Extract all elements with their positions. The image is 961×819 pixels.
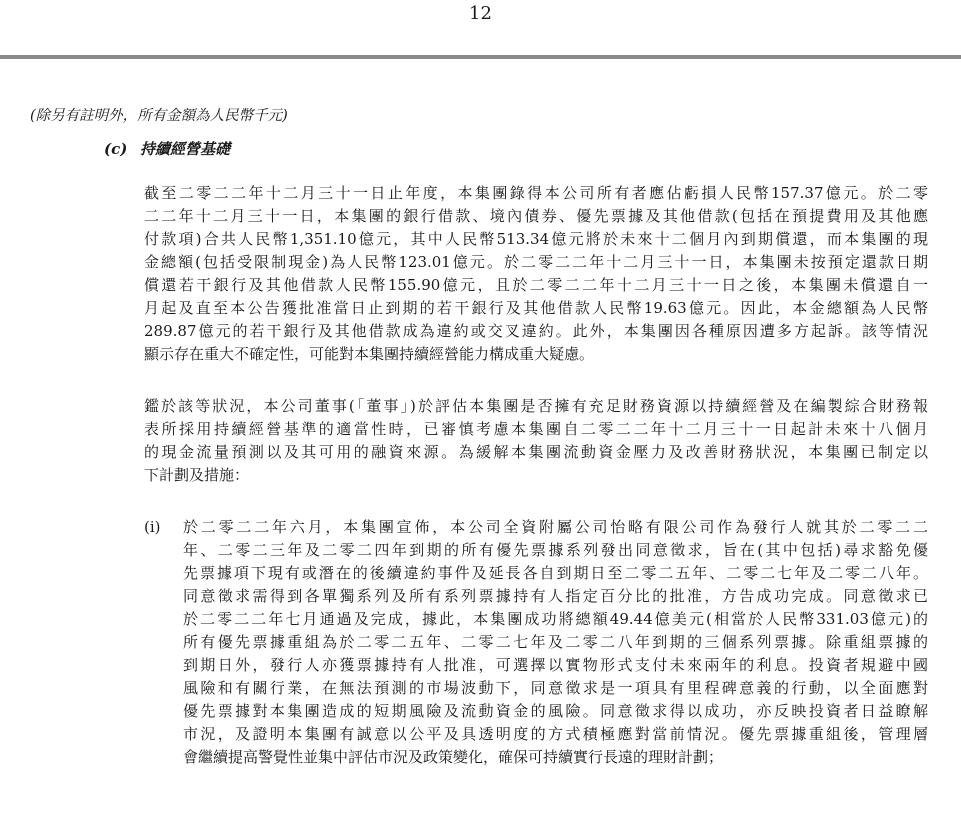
paragraph-line: 表所採用持續經營基準的適當性時，已審慎考慮本集團自二零二二年十二月三十一日起計未來十八個月 xyxy=(144,420,928,438)
paragraph-line: 鑑於該等狀況，本公司董事(「董事」)於評估本集團是否擁有充足財務資源以持續經營及在編製綜合財務報 xyxy=(144,397,928,415)
paragraph-line: 付款項)合共人民幣1,351.10億元，其中人民幣513.34億元將於未來十二個月內到期償還，而本集團的現 xyxy=(144,230,928,248)
paragraph-line: 會繼續提高警覺性並集中評估市況及政策變化，確保可持續實行長遠的理財計劃； xyxy=(183,748,724,766)
paragraph-line: 下計劃及措施： xyxy=(144,466,250,484)
paragraph-line: 二二年十二月三十一日，本集團的銀行借款、境內債券、優先票據及其他借款(包括在預提費用及其他應 xyxy=(144,207,928,225)
currency-note: (除另有註明外，所有金額為人民幣千元) xyxy=(30,108,288,124)
paragraph-line: 於二零二二年七月通過及完成，據此，本集團成功將總額49.44億美元(相當於人民幣331.03億元)的 xyxy=(183,610,928,628)
paragraph-line: 償還若干銀行及其他借款人民幣155.90億元，且於二零二二年十二月三十一日之後，本集團未償還自一 xyxy=(144,276,928,294)
paragraph-line: 金總額(包括受限制現金)為人民幣123.01億元。於二零二二年十二月三十一日，本集團未按預定還款日期 xyxy=(144,253,928,271)
section-heading xyxy=(104,139,230,159)
paragraph-line: 優先票據對本集團造成的短期風險及流動資金的風險。同意徵求得以成功，亦反映投資者日益瞭解 xyxy=(183,702,928,720)
list-item-consent-solicitation xyxy=(183,516,928,769)
section-marker: (c) xyxy=(104,140,128,158)
paragraph-line: 年、二零二三年及二零二四年到期的所有優先票據系列發出同意徵求，旨在(其中包括)尋求豁免優 xyxy=(183,541,928,559)
paragraph-line: 所有優先票據重組為於二零二五年、二零二七年及二零二八年到期的三個系列票據。除重組票據的 xyxy=(183,633,928,651)
paragraph-line: 風險和有關行業，在無法預測的市場波動下，同意徵求是一項具有里程碑意義的行動，以全面應對 xyxy=(183,679,928,697)
paragraph-line: 先票據項下現有或潛在的後續違約事件及延長各自到期日至二零二五年、二零二七年及二零二八年。 xyxy=(183,564,928,582)
header-rule xyxy=(0,55,961,59)
paragraph-line: 顯示存在重大不確定性，可能對本集團持續經營能力構成重大疑慮。 xyxy=(144,345,595,363)
page-number: 12 xyxy=(469,3,492,24)
paragraph-line: 於二零二二年六月，本集團宣佈，本公司全資附屬公司怡略有限公司作為發行人就其於二零二二 xyxy=(183,518,928,536)
paragraph-line: 到期日外，發行人亦獲票據持有人批准，可選擇以實物形式支付未來兩年的利息。投資者規避中國 xyxy=(183,656,928,674)
paragraph-line: 的現金流量預測以及其可用的融資來源。為緩解本集團流動資金壓力及改善財務狀況，本集團已制定以 xyxy=(144,443,928,461)
section-title: 持續經營基礎 xyxy=(140,140,231,158)
paragraph-line: 月起及直至本公告獲批准當日止到期的若干銀行及其他借款人民幣19.63億元。因此，本金總額為人民幣 xyxy=(144,299,928,317)
paragraph-line: 市況，及證明本集團有誠意以公平及具透明度的方式積極應對當前情況。優先票據重組後，管理層 xyxy=(183,725,928,743)
paragraph-line: 289.87億元的若干銀行及其他借款成為違約或交叉違約。此外，本集團因各種原因遭多方起訴。該等情況 xyxy=(144,322,928,340)
paragraph-going-concern-status xyxy=(144,182,928,366)
paragraph-directors-assessment xyxy=(144,395,928,487)
paragraph-line: 同意徵求需得到各單獨系列及所有系列票據持有人指定百分比的批准，方告成功完成。同意徵求已 xyxy=(183,587,928,605)
paragraph-line: 截至二零二二年十二月三十一日止年度，本集團錄得本公司所有者應佔虧損人民幣157.37億元。於二零 xyxy=(144,184,928,202)
list-item-marker: (i) xyxy=(144,518,161,536)
